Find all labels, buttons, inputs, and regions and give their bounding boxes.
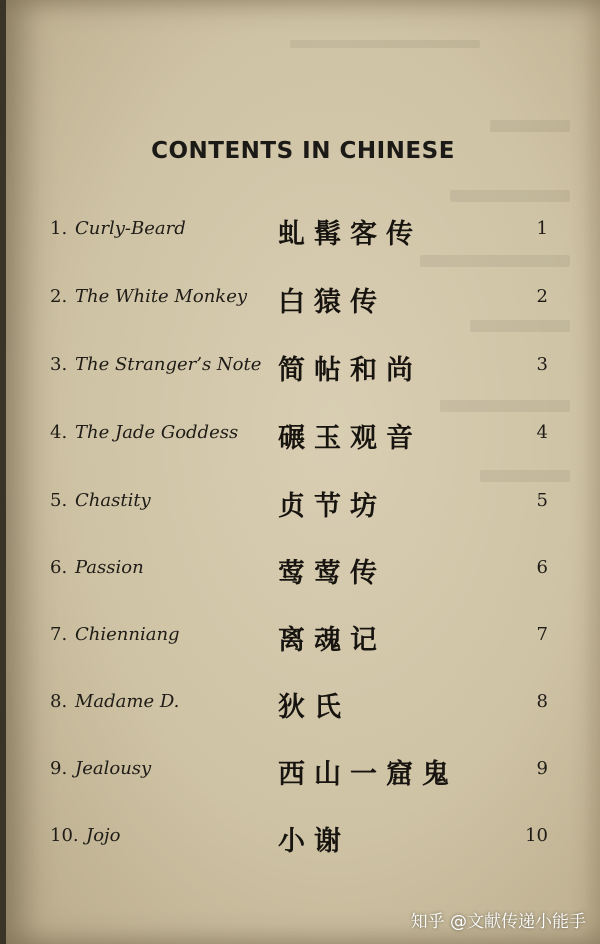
entry-page-number: 4	[536, 422, 548, 443]
entry-page-number: 10	[525, 825, 548, 846]
entry-number: 1.	[50, 218, 68, 239]
entry-title: Passion	[75, 557, 144, 578]
contents-entry	[6, 486, 600, 526]
entry-number: 8.	[50, 691, 68, 712]
entry-page-number: 8	[536, 691, 548, 712]
contents-entry	[6, 418, 600, 458]
entry-page-number: 7	[536, 624, 548, 645]
entry-page-number: 5	[536, 490, 548, 511]
entry-number: 7.	[50, 624, 68, 645]
entry-number: 3.	[50, 354, 68, 375]
entry-chinese-title: 贞节坊	[278, 491, 386, 522]
entry-chinese-title: 小谢	[278, 826, 350, 857]
entry-number: 6.	[50, 557, 68, 578]
entry-page-number: 2	[536, 286, 548, 307]
entry-chinese-title: 西山一窟鬼	[278, 759, 458, 790]
contents-entry	[6, 620, 600, 660]
entry-page-number: 1	[536, 218, 548, 239]
entry-number: 10.	[50, 825, 79, 846]
contents-entry	[6, 821, 600, 861]
entry-number: 4.	[50, 422, 68, 443]
entry-page-number: 9	[536, 758, 548, 779]
entry-chinese-title: 离魂记	[278, 625, 386, 656]
contents-entry	[6, 350, 600, 390]
contents-entry	[6, 553, 600, 593]
entry-title: Jealousy	[75, 758, 152, 779]
entry-chinese-title: 狄氏	[278, 692, 350, 723]
entry-number: 2.	[50, 286, 68, 307]
page-heading: CONTENTS IN CHINESE	[151, 138, 455, 164]
entry-page-number: 3	[536, 354, 548, 375]
entry-title: Curly-Beard	[75, 218, 186, 239]
watermark: 知乎 @文献传递小能手	[410, 912, 586, 932]
entry-chinese-title: 碾玉观音	[278, 423, 422, 454]
entry-title: Jojo	[86, 825, 121, 846]
entry-chinese-title: 简帖和尚	[278, 355, 422, 386]
entry-page-number: 6	[536, 557, 548, 578]
entry-title: Madame D.	[75, 691, 180, 712]
book-page	[6, 0, 600, 944]
contents-entry	[6, 214, 600, 254]
entry-number: 5.	[50, 490, 68, 511]
contents-entry	[6, 687, 600, 727]
contents-entry	[6, 754, 600, 794]
entry-chinese-title: 白猿传	[278, 287, 386, 318]
entry-title: Chastity	[75, 490, 151, 511]
entry-title: The Stranger’s Note	[75, 354, 262, 375]
entry-chinese-title: 莺莺传	[278, 558, 386, 589]
contents-entry	[6, 282, 600, 322]
entry-title: The Jade Goddess	[75, 422, 239, 443]
entry-title: Chienniang	[75, 624, 180, 645]
entry-chinese-title: 虬髯客传	[278, 219, 422, 250]
entry-title: The White Monkey	[75, 286, 248, 307]
entry-number: 9.	[50, 758, 68, 779]
